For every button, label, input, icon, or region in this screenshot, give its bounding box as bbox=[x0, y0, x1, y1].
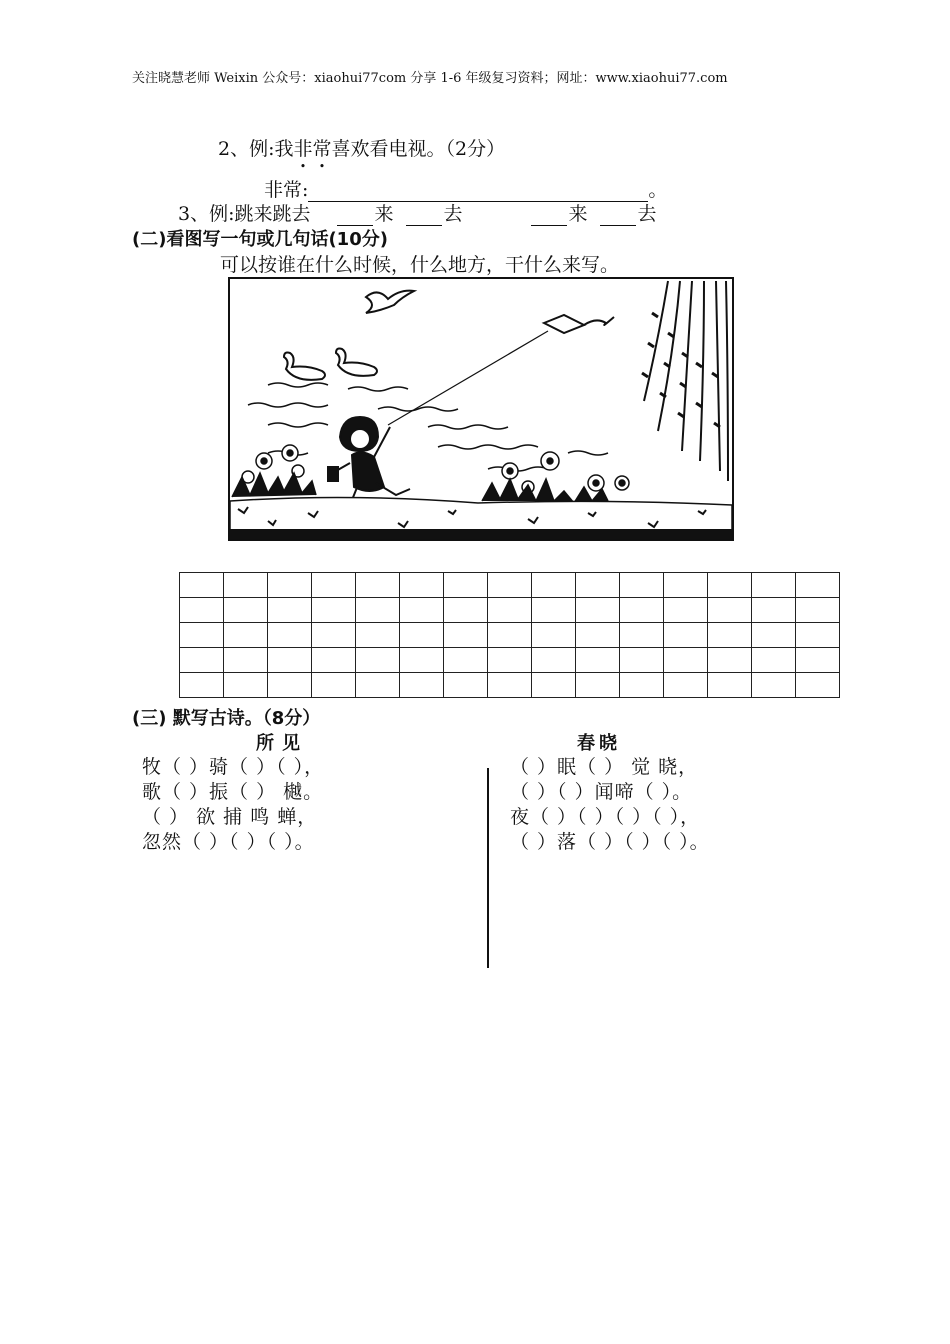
q3-label: 3、例:跳来跳去 bbox=[178, 203, 311, 225]
grid-cell[interactable] bbox=[400, 673, 444, 698]
grid-cell[interactable] bbox=[180, 623, 224, 648]
poem-1-title: 所见 bbox=[256, 733, 308, 754]
grid-cell[interactable] bbox=[312, 623, 356, 648]
grid-cell[interactable] bbox=[664, 673, 708, 698]
grid-cell[interactable] bbox=[532, 623, 576, 648]
q2-prefix: 2、例:我 bbox=[218, 138, 294, 160]
grid-cell[interactable] bbox=[444, 573, 488, 598]
grid-cell[interactable] bbox=[312, 598, 356, 623]
poem-1-line-2: 歌（ ）振（ ） 樾。 bbox=[142, 781, 324, 803]
grid-cell[interactable] bbox=[752, 598, 796, 623]
grid-cell[interactable] bbox=[752, 573, 796, 598]
grid-cell[interactable] bbox=[356, 598, 400, 623]
q3-qu-2: 去 bbox=[637, 203, 657, 225]
grid-cell[interactable] bbox=[708, 573, 752, 598]
grid-cell[interactable] bbox=[224, 623, 268, 648]
grid-cell[interactable] bbox=[400, 573, 444, 598]
grid-cell[interactable] bbox=[796, 598, 840, 623]
q2-answer-label: 非常: bbox=[264, 179, 309, 201]
grid-cell[interactable] bbox=[224, 648, 268, 673]
grid-cell[interactable] bbox=[532, 598, 576, 623]
page-header: 关注晓慧老师 Weixin 公众号：xiaohui77com 分享 1-6 年级复习资料；网址：www.xiaohui77.com bbox=[132, 71, 728, 86]
grid-cell[interactable] bbox=[400, 623, 444, 648]
q2-answer-end: 。 bbox=[648, 179, 668, 201]
grid-cell[interactable] bbox=[576, 673, 620, 698]
q3-blank-2[interactable] bbox=[406, 207, 442, 226]
grid-cell[interactable] bbox=[664, 648, 708, 673]
grid-cell[interactable] bbox=[312, 648, 356, 673]
grid-cell[interactable] bbox=[488, 573, 532, 598]
grid-cell[interactable] bbox=[576, 573, 620, 598]
q2-dotted-char-1: 非 bbox=[293, 138, 313, 160]
grid-row bbox=[180, 573, 840, 598]
q3-lai-1: 来 bbox=[374, 203, 394, 225]
grid-cell[interactable] bbox=[268, 648, 312, 673]
grid-cell[interactable] bbox=[312, 573, 356, 598]
q2-dotted-char-2: 常 bbox=[312, 138, 332, 160]
grid-cell[interactable] bbox=[488, 673, 532, 698]
grid-cell[interactable] bbox=[180, 573, 224, 598]
q2-answer-line bbox=[264, 175, 667, 202]
poem-2-line-1: （ ）眠（ ） 觉 晓， bbox=[510, 756, 699, 778]
grid-cell[interactable] bbox=[444, 648, 488, 673]
grid-cell[interactable] bbox=[488, 623, 532, 648]
grid-cell[interactable] bbox=[708, 673, 752, 698]
question-2 bbox=[218, 134, 505, 161]
grid-cell[interactable] bbox=[708, 648, 752, 673]
grid-cell[interactable] bbox=[444, 673, 488, 698]
writing-grid bbox=[179, 572, 840, 698]
poem-divider bbox=[487, 768, 489, 968]
grid-row bbox=[180, 598, 840, 623]
grid-cell[interactable] bbox=[708, 623, 752, 648]
grid-cell[interactable] bbox=[180, 648, 224, 673]
grid-cell[interactable] bbox=[620, 573, 664, 598]
grid-cell[interactable] bbox=[620, 623, 664, 648]
grid-cell[interactable] bbox=[180, 598, 224, 623]
grid-cell[interactable] bbox=[488, 648, 532, 673]
grid-cell[interactable] bbox=[576, 623, 620, 648]
grid-cell[interactable] bbox=[532, 573, 576, 598]
grid-cell[interactable] bbox=[488, 598, 532, 623]
grid-cell[interactable] bbox=[444, 598, 488, 623]
grid-cell[interactable] bbox=[268, 673, 312, 698]
grid-cell[interactable] bbox=[796, 648, 840, 673]
grid-cell[interactable] bbox=[576, 648, 620, 673]
section-2-title: (二)看图写一句或几句话(10分) bbox=[132, 229, 388, 250]
grid-cell[interactable] bbox=[752, 623, 796, 648]
grid-cell[interactable] bbox=[796, 673, 840, 698]
grid-cell[interactable] bbox=[400, 648, 444, 673]
question-3 bbox=[178, 199, 657, 226]
section-3-title: (三) 默写古诗。（8分） bbox=[132, 708, 321, 729]
poem-1-line-4: 忽然（ ）（ ）（ ）。 bbox=[142, 831, 315, 853]
poem-2-title: 春晓 bbox=[577, 733, 621, 754]
grid-row bbox=[180, 623, 840, 648]
grid-cell[interactable] bbox=[664, 598, 708, 623]
grid-cell[interactable] bbox=[268, 573, 312, 598]
grid-cell[interactable] bbox=[796, 623, 840, 648]
grid-cell[interactable] bbox=[224, 573, 268, 598]
grid-cell[interactable] bbox=[620, 648, 664, 673]
q3-lai-2: 来 bbox=[568, 203, 588, 225]
poem-2-line-4: （ ）落（ ）（ ）（ ）。 bbox=[510, 831, 710, 853]
poem-2-line-3: 夜（ ）（ ）（ ）（ ）， bbox=[510, 806, 701, 828]
grid-cell[interactable] bbox=[664, 573, 708, 598]
grid-cell[interactable] bbox=[752, 648, 796, 673]
q3-blank-3[interactable] bbox=[531, 207, 567, 226]
poem-1-line-1: 牧（ ）骑（ ）（ ）， bbox=[142, 756, 325, 778]
grid-cell[interactable] bbox=[708, 598, 752, 623]
q2-suffix: 喜欢看电视。（2分） bbox=[331, 138, 506, 160]
kite-illustration bbox=[228, 277, 734, 541]
grid-cell[interactable] bbox=[796, 573, 840, 598]
grid-cell[interactable] bbox=[356, 573, 400, 598]
poem-1-line-3: （ ） 欲 捕 鸣 蝉， bbox=[142, 806, 318, 828]
q3-blank-1[interactable] bbox=[337, 207, 373, 226]
grid-cell[interactable] bbox=[356, 673, 400, 698]
grid-cell[interactable] bbox=[268, 623, 312, 648]
grid-row bbox=[180, 648, 840, 673]
grid-cell[interactable] bbox=[268, 598, 312, 623]
q3-blank-4[interactable] bbox=[600, 207, 636, 226]
grid-cell[interactable] bbox=[400, 598, 444, 623]
grid-cell[interactable] bbox=[532, 648, 576, 673]
grid-cell[interactable] bbox=[356, 648, 400, 673]
grid-cell[interactable] bbox=[532, 673, 576, 698]
grid-row bbox=[180, 673, 840, 698]
grid-cell[interactable] bbox=[224, 673, 268, 698]
grid-cell[interactable] bbox=[664, 623, 708, 648]
grid-cell[interactable] bbox=[620, 673, 664, 698]
grid-cell[interactable] bbox=[224, 598, 268, 623]
section-2-note: 可以按谁在什么时候，什么地方，干什么来写。 bbox=[220, 254, 620, 276]
grid-cell[interactable] bbox=[356, 623, 400, 648]
grid-cell[interactable] bbox=[444, 623, 488, 648]
poem-2-line-2: （ ）（ ）闻啼（ ）。 bbox=[510, 781, 693, 803]
grid-cell[interactable] bbox=[752, 673, 796, 698]
grid-cell[interactable] bbox=[312, 673, 356, 698]
q3-qu-1: 去 bbox=[443, 203, 463, 225]
grid-cell[interactable] bbox=[576, 598, 620, 623]
grid-cell[interactable] bbox=[180, 673, 224, 698]
grid-cell[interactable] bbox=[620, 598, 664, 623]
